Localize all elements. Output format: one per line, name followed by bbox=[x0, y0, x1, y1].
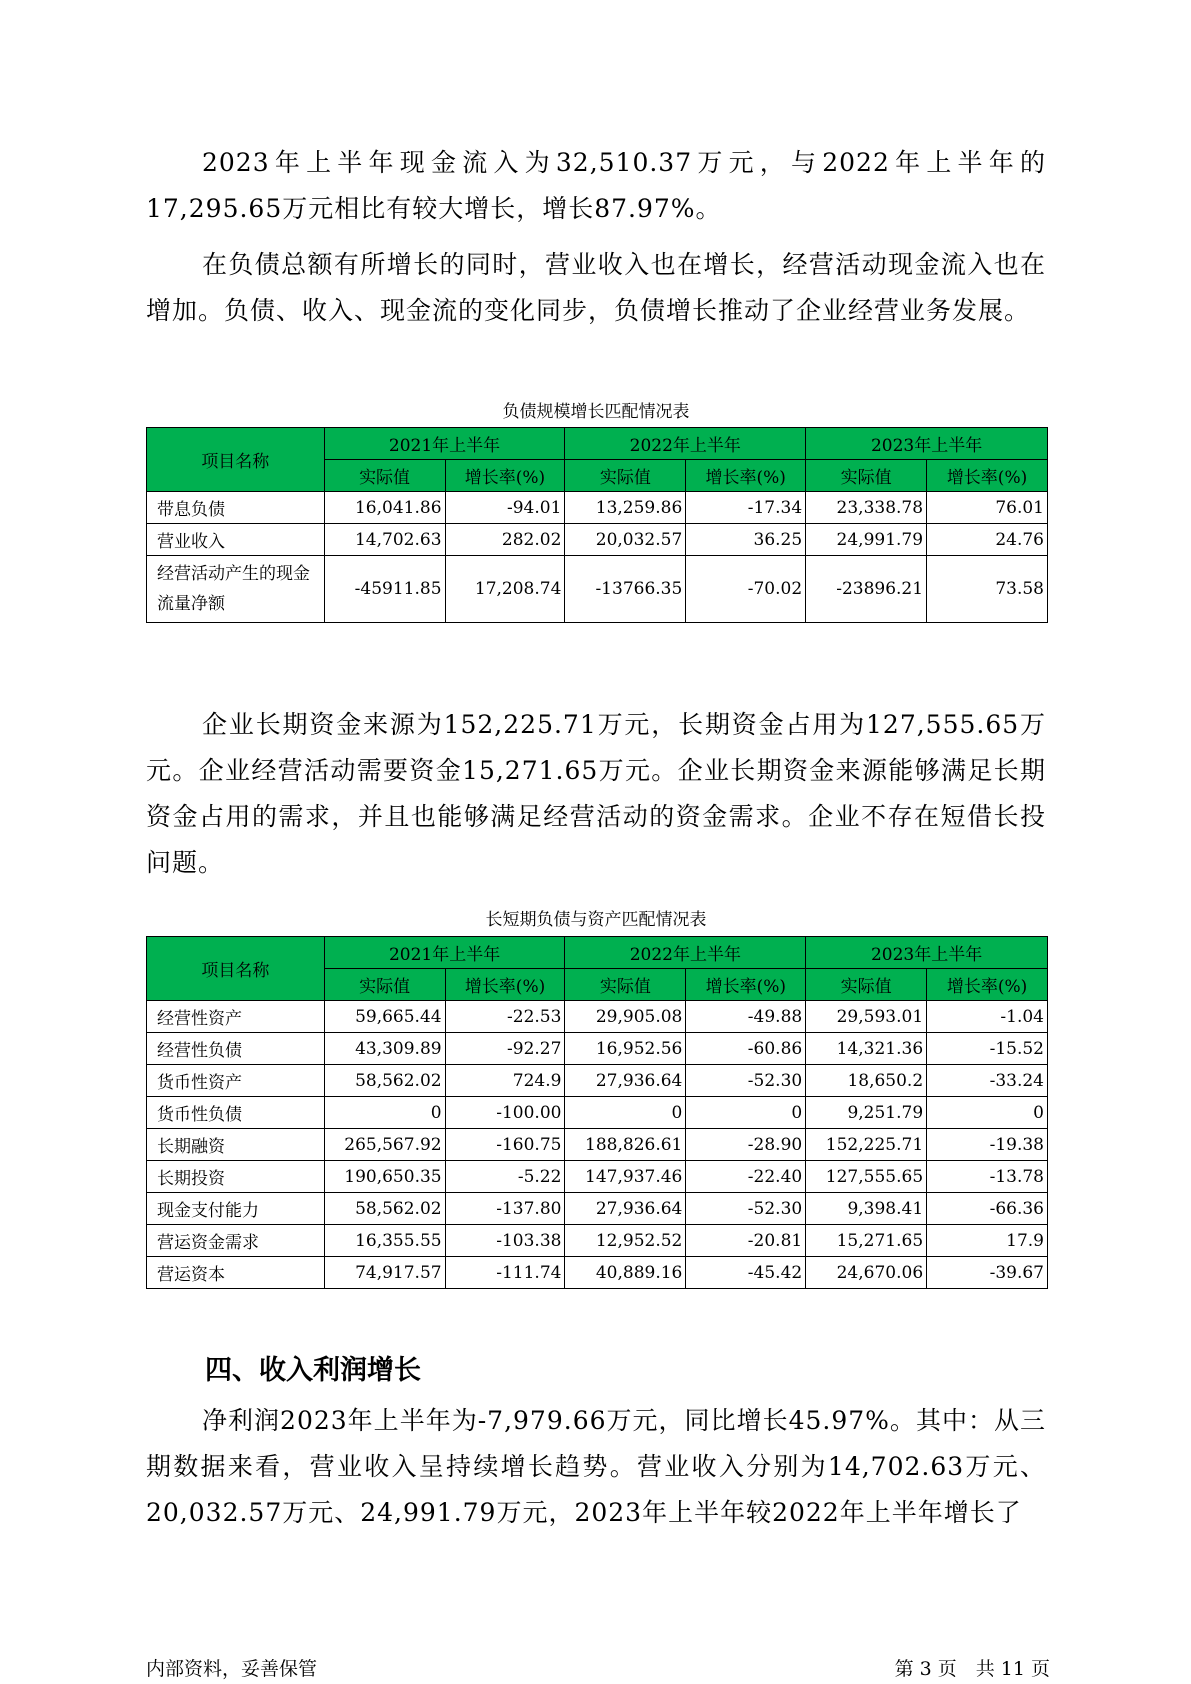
table2-subheader-actual: 实际值 bbox=[565, 969, 686, 1001]
actual-value-cell: 27,936.64 bbox=[565, 1193, 686, 1225]
growth-rate-cell: -103.38 bbox=[445, 1225, 565, 1257]
actual-value-cell: 40,889.16 bbox=[565, 1257, 686, 1289]
table-row bbox=[147, 1129, 1048, 1161]
growth-rate-cell: -45.42 bbox=[686, 1257, 806, 1289]
growth-rate-cell: 0 bbox=[927, 1097, 1048, 1129]
growth-rate-cell: -28.90 bbox=[686, 1129, 806, 1161]
growth-rate-cell: -15.52 bbox=[927, 1033, 1048, 1065]
table1-period-2022: 2022年上半年 bbox=[565, 428, 806, 460]
table1-period-2023: 2023年上半年 bbox=[806, 428, 1048, 460]
paragraph-net-profit: 净利润2023年上半年为-7,979.66万元，同比增长45.97%。其中：从三期数据来看，营业收入呈持续增长趋势。营业收入分别为14,702.63万元、20,032.57万元、24,991.79万元，2023年上半年较2022年上半年增长了 bbox=[146, 1406, 1046, 1527]
actual-value-cell: 20,032.57 bbox=[565, 524, 686, 556]
growth-rate-cell: 0 bbox=[686, 1097, 806, 1129]
table2-subheader-growth: 增长率(%) bbox=[927, 969, 1048, 1001]
row-label: 货币性负债 bbox=[147, 1097, 325, 1129]
actual-value-cell: 18,650.2 bbox=[806, 1065, 927, 1097]
actual-value-cell: 0 bbox=[565, 1097, 686, 1129]
actual-value-cell: 24,991.79 bbox=[806, 524, 927, 556]
actual-value-cell: 24,670.06 bbox=[806, 1257, 927, 1289]
table2-subheader-growth: 增长率(%) bbox=[686, 969, 806, 1001]
growth-rate-cell: 73.58 bbox=[927, 556, 1048, 623]
table1-period-2021: 2021年上半年 bbox=[324, 428, 565, 460]
growth-rate-cell: -70.02 bbox=[686, 556, 806, 623]
actual-value-cell: -45911.85 bbox=[324, 556, 445, 623]
table-row bbox=[147, 524, 1048, 556]
table-row bbox=[147, 1033, 1048, 1065]
actual-value-cell: 29,905.08 bbox=[565, 1001, 686, 1033]
table1-subheader-actual: 实际值 bbox=[806, 460, 927, 492]
table-row bbox=[147, 1225, 1048, 1257]
table1-caption: 负债规模增长匹配情况表 bbox=[502, 402, 690, 422]
actual-value-cell: 147,937.46 bbox=[565, 1161, 686, 1193]
growth-rate-cell: -100.00 bbox=[445, 1097, 565, 1129]
growth-rate-cell: -94.01 bbox=[445, 492, 565, 524]
growth-rate-cell: 724.9 bbox=[445, 1065, 565, 1097]
growth-rate-cell: -5.22 bbox=[445, 1161, 565, 1193]
table-row bbox=[147, 1097, 1048, 1129]
growth-rate-cell: 282.02 bbox=[445, 524, 565, 556]
table2-subheader-actual: 实际值 bbox=[324, 969, 445, 1001]
table2-period-2021: 2021年上半年 bbox=[324, 937, 565, 969]
growth-rate-cell: 17,208.74 bbox=[445, 556, 565, 623]
actual-value-cell: 152,225.71 bbox=[806, 1129, 927, 1161]
row-label: 长期投资 bbox=[147, 1161, 325, 1193]
actual-value-cell: 43,309.89 bbox=[324, 1033, 445, 1065]
table2-subheader-actual: 实际值 bbox=[806, 969, 927, 1001]
actual-value-cell: 127,555.65 bbox=[806, 1161, 927, 1193]
actual-value-cell: 188,826.61 bbox=[565, 1129, 686, 1161]
growth-rate-cell: -33.24 bbox=[927, 1065, 1048, 1097]
growth-rate-cell: 24.76 bbox=[927, 524, 1048, 556]
table2-subheader-growth: 增长率(%) bbox=[445, 969, 565, 1001]
growth-rate-cell: -19.38 bbox=[927, 1129, 1048, 1161]
actual-value-cell: 74,917.57 bbox=[324, 1257, 445, 1289]
growth-rate-cell: -160.75 bbox=[445, 1129, 565, 1161]
table2-item-header: 项目名称 bbox=[147, 937, 325, 1001]
growth-rate-cell: -1.04 bbox=[927, 1001, 1048, 1033]
row-label: 货币性资产 bbox=[147, 1065, 325, 1097]
growth-rate-cell: -60.86 bbox=[686, 1033, 806, 1065]
table1-subheader-growth: 增长率(%) bbox=[445, 460, 565, 492]
table-row bbox=[147, 1001, 1048, 1033]
growth-rate-cell: 76.01 bbox=[927, 492, 1048, 524]
footer-confidential-note: 内部资料，妥善保管 bbox=[146, 1658, 318, 1680]
table-row bbox=[147, 1065, 1048, 1097]
row-label: 营运资本 bbox=[147, 1257, 325, 1289]
actual-value-cell: 14,702.63 bbox=[324, 524, 445, 556]
table1-subheader-actual: 实际值 bbox=[565, 460, 686, 492]
actual-value-cell: 0 bbox=[324, 1097, 445, 1129]
actual-value-cell: 16,041.86 bbox=[324, 492, 445, 524]
actual-value-cell: 15,271.65 bbox=[806, 1225, 927, 1257]
growth-rate-cell: -137.80 bbox=[445, 1193, 565, 1225]
growth-rate-cell: -52.30 bbox=[686, 1065, 806, 1097]
growth-rate-cell: -20.81 bbox=[686, 1225, 806, 1257]
table1-subheader-growth: 增长率(%) bbox=[927, 460, 1048, 492]
asset-liability-match-table bbox=[146, 936, 1048, 1289]
table-row bbox=[147, 1257, 1048, 1289]
debt-growth-table bbox=[146, 427, 1048, 623]
actual-value-cell: -23896.21 bbox=[806, 556, 927, 623]
table1-item-header: 项目名称 bbox=[147, 428, 325, 492]
table-row bbox=[147, 1161, 1048, 1193]
actual-value-cell: 23,338.78 bbox=[806, 492, 927, 524]
table-row bbox=[147, 556, 1048, 623]
row-label: 经营活动产生的现金流量净额 bbox=[147, 556, 325, 623]
row-label: 营运资金需求 bbox=[147, 1225, 325, 1257]
paragraph-cash-inflow: 2023年上半年现金流入为32,510.37万元，与2022年上半年的17,295.65万元相比有较大增长，增长87.97%。 bbox=[146, 148, 1046, 223]
table1-subheader-actual: 实际值 bbox=[324, 460, 445, 492]
row-label: 经营性资产 bbox=[147, 1001, 325, 1033]
table2-caption: 长短期负债与资产匹配情况表 bbox=[485, 910, 707, 930]
table2-period-2023: 2023年上半年 bbox=[806, 937, 1048, 969]
footer-page-number: 第 3 页 共 11 页 bbox=[894, 1658, 1050, 1680]
growth-rate-cell: -92.27 bbox=[445, 1033, 565, 1065]
growth-rate-cell: -22.53 bbox=[445, 1001, 565, 1033]
row-label: 长期融资 bbox=[147, 1129, 325, 1161]
growth-rate-cell: -66.36 bbox=[927, 1193, 1048, 1225]
actual-value-cell: 12,952.52 bbox=[565, 1225, 686, 1257]
actual-value-cell: 9,398.41 bbox=[806, 1193, 927, 1225]
actual-value-cell: 14,321.36 bbox=[806, 1033, 927, 1065]
growth-rate-cell: -39.67 bbox=[927, 1257, 1048, 1289]
row-label: 经营性负债 bbox=[147, 1033, 325, 1065]
table2-period-2022: 2022年上半年 bbox=[565, 937, 806, 969]
row-label: 带息负债 bbox=[147, 492, 325, 524]
paragraph-long-term-funding: 企业长期资金来源为152,225.71万元，长期资金占用为127,555.65万元。企业经营活动需要资金15,271.65万元。企业长期资金来源能够满足长期资金占用的需求，并且也能够满足经营活动的资金需求。企业不存在短借长投问题。 bbox=[146, 710, 1046, 877]
actual-value-cell: 29,593.01 bbox=[806, 1001, 927, 1033]
growth-rate-cell: -17.34 bbox=[686, 492, 806, 524]
actual-value-cell: 13,259.86 bbox=[565, 492, 686, 524]
row-label: 营业收入 bbox=[147, 524, 325, 556]
actual-value-cell: -13766.35 bbox=[565, 556, 686, 623]
table-row bbox=[147, 1193, 1048, 1225]
table-row bbox=[147, 492, 1048, 524]
actual-value-cell: 27,936.64 bbox=[565, 1065, 686, 1097]
paragraph-debt-growth: 在负债总额有所增长的同时，营业收入也在增长，经营活动现金流入也在增加。负债、收入、现金流的变化同步，负债增长推动了企业经营业务发展。 bbox=[146, 250, 1046, 325]
growth-rate-cell: -49.88 bbox=[686, 1001, 806, 1033]
row-label: 现金支付能力 bbox=[147, 1193, 325, 1225]
growth-rate-cell: -22.40 bbox=[686, 1161, 806, 1193]
growth-rate-cell: -13.78 bbox=[927, 1161, 1048, 1193]
growth-rate-cell: -52.30 bbox=[686, 1193, 806, 1225]
actual-value-cell: 16,952.56 bbox=[565, 1033, 686, 1065]
actual-value-cell: 58,562.02 bbox=[324, 1193, 445, 1225]
table1-subheader-growth: 增长率(%) bbox=[686, 460, 806, 492]
section-heading: 四、收入利润增长 bbox=[205, 1355, 421, 1386]
actual-value-cell: 59,665.44 bbox=[324, 1001, 445, 1033]
growth-rate-cell: 36.25 bbox=[686, 524, 806, 556]
growth-rate-cell: 17.9 bbox=[927, 1225, 1048, 1257]
growth-rate-cell: -111.74 bbox=[445, 1257, 565, 1289]
actual-value-cell: 190,650.35 bbox=[324, 1161, 445, 1193]
actual-value-cell: 265,567.92 bbox=[324, 1129, 445, 1161]
actual-value-cell: 16,355.55 bbox=[324, 1225, 445, 1257]
actual-value-cell: 9,251.79 bbox=[806, 1097, 927, 1129]
actual-value-cell: 58,562.02 bbox=[324, 1065, 445, 1097]
